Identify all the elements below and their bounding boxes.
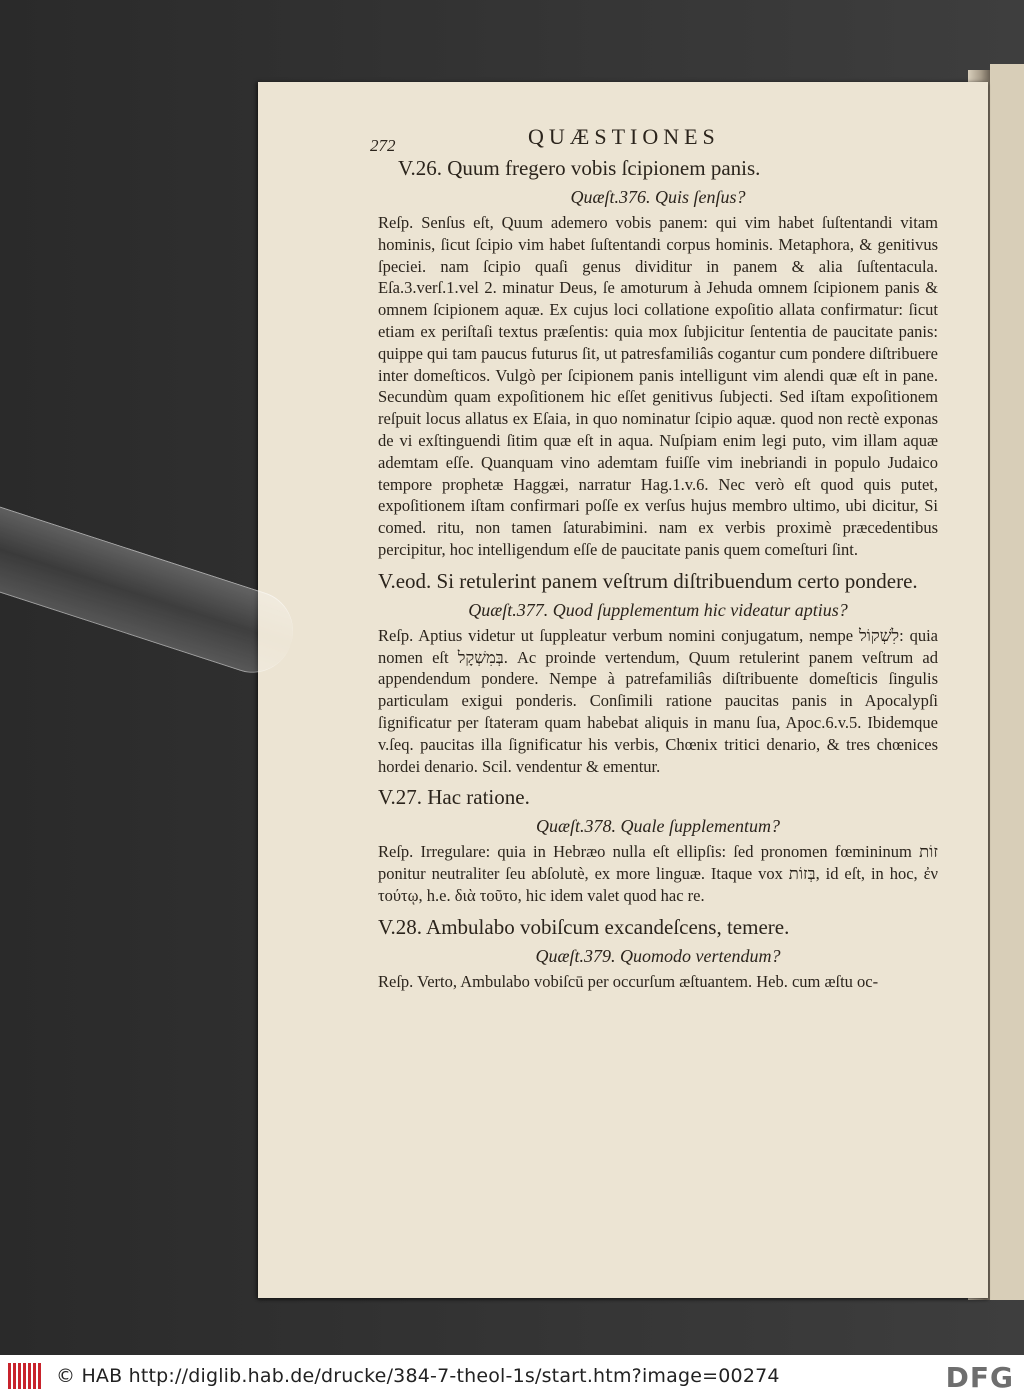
paragraph: Reſp. Senſus eſt, Quum ademero vobis panem: qui vim habet ſuſtentandi vitam hominis, ſicut ſcipio vim habet ſuſtentandi corpus hominis. Metaphora, & genitivus ſpeciei. nam ſcipio quaſi genus dividitur in panem & alia ſuſtentacula. Eſa.3.verſ.1.vel 2. minatur Deus, ſe amoturum à Jehuda omnem ſcipionem panis & omnem ſcipionem aquæ. Ex cujus loci collatione expoſitio allata confirmatur: ſicut etiam ex periſtaſi textus præſentis: quia mox ſubjicitur ſententia de paucitate panis: quippe qui tam paucus futurus ſit, ut patresfamiliâs cogantur cum pondere diſtribuere inter domeſticos. Vulgò per ſcipionem panis intelligunt vim alendi quæ eſt in pane. Secundùm quam expoſitionem hic eſſet genitivus ſubjecti. Sed iſtam expoſitionem reſpuit locus allatus ex Eſaia, in quo nominatur ſcipio aquæ. quod non rectè exponas de vi exſtinguendi ſitim quæ eſt in aqua. Nuſpiam enim legi puto, vim illam aquæ ademtam eſſe. Quanquam vino ademtam fuiſſe vim inebriandi in populo Judaico tempore prophetæ Haggæi, narratur Hag.1.v.6. Nec verò eſt quod quis putet, expoſitionem iſtam confirmari poſſe ex verſus hujus membro ultimo, ubi dicitur, Si comed. ritu, non tamen ſaturabimini. nam ex verbis proximè præcedentibus percipitur, hoc intelligendum eſſe de paucitate panis quem comeſturi ſint. <box>378 213 938 559</box>
copyright-link[interactable]: © HAB http://diglib.hab.de/drucke/384-7-theol-1s/start.htm?image=00274 <box>56 1365 780 1387</box>
paragraph: Reſp. Irregulare: quia in Hebræo nulla eſt ellipſis: ſed pronomen fœmininum זוֹת ponitur neutraliter ſeu abſolutè, ex more linguæ. Itaque vox בְּזוֹת, id eſt, in hoc, ἐν τούτῳ, h.e. διὰ τοῦτο, hic idem valet quod hac re. <box>378 842 938 905</box>
question-heading: Quæſt.376. Quis ſenſus? <box>570 187 746 207</box>
paragraph: Reſp. Verto, Ambulabo vobiſcū per occurſum æſtuantem. Heb. cum æſtu oc- <box>378 971 879 991</box>
footer-bar <box>0 1355 1024 1397</box>
running-title: QUÆSTIONES <box>528 124 720 149</box>
paragraph: Reſp. Aptius videtur ut ſuppleatur verbum nomini conjugatum, nempe לִשְׁקוֹל: quia nomen eſt בְּמִשְׁקָל. Ac proinde vertendum, Quum retulerint panem veſtrum ad appendendum pondere. Nempe à patrefamiliâs diſtribuente domeſticis ſingulis particulam exigui ponderis. Conſimili ratione paucitas panis in Apocalypſi ſignificatur per ſtateram quam habebat aliquis in manu ſua, Apoc.6.v.5. Ibidemque v.ſeq. paucitas illa ſignificatur his verbis, Chœnix tritici denario, & tres chœnices hordei denario. Scil. vendentur & ementur. <box>378 625 938 776</box>
page-number: 272 <box>370 136 396 155</box>
page-text <box>370 124 938 993</box>
verse-heading: V.26. Quum fregero vobis ſcipionem panis. <box>398 156 761 180</box>
question-heading: Quæſt.379. Quomodo vertendum? <box>535 945 781 966</box>
question-heading: Quæſt.377. Quod ſupplementum hic videatur aptius? <box>468 599 848 620</box>
running-head <box>370 124 938 155</box>
hab-logo-icon <box>8 1363 44 1389</box>
verse-heading: V.eod. Si retulerint panem veſtrum diſtribuendum certo pondere. <box>378 568 918 593</box>
verse-heading: V.27. Hac ratione. <box>378 785 530 810</box>
question-heading: Quæſt.378. Quale ſupplementum? <box>536 816 780 837</box>
dfg-logo: DFG <box>945 1361 1014 1394</box>
next-page-edge <box>990 64 1024 1300</box>
verse-heading: V.28. Ambulabo vobiſcum excandeſcens, temere. <box>378 914 790 939</box>
